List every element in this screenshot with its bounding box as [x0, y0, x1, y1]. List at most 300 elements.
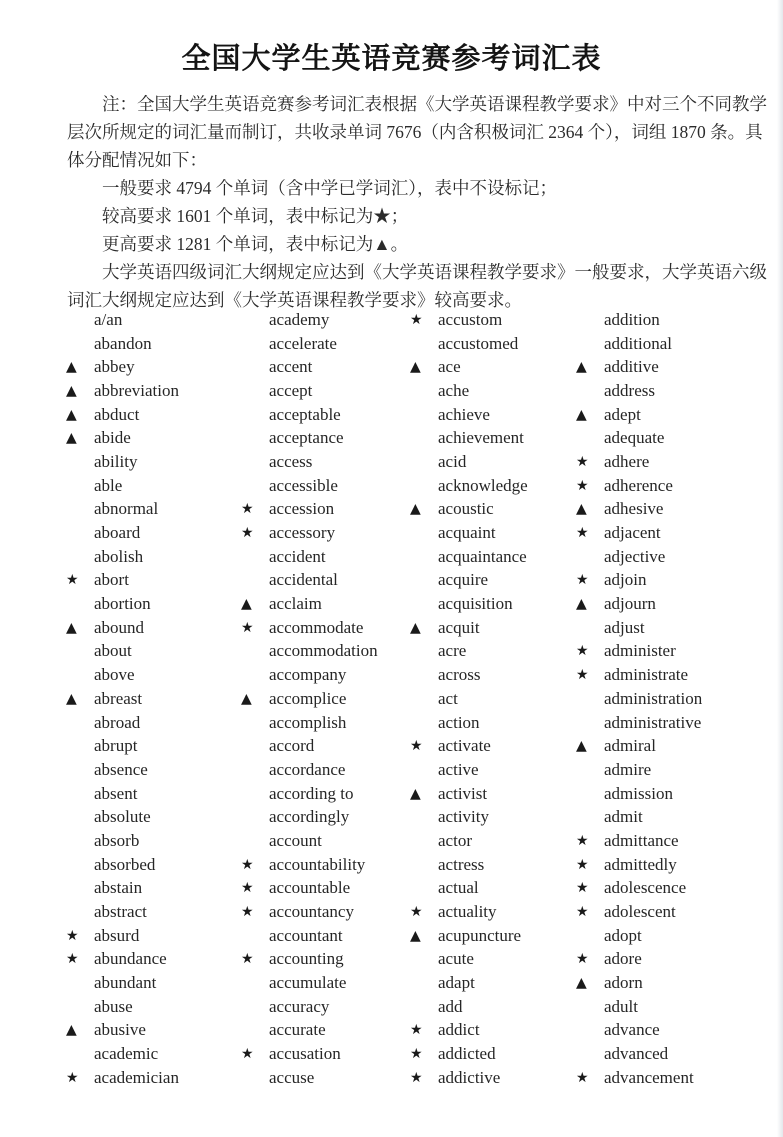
word: admittance	[604, 830, 679, 850]
word-row	[66, 616, 241, 640]
word: actor	[438, 830, 472, 850]
triangle-icon: ▲	[66, 430, 77, 447]
word: accuracy	[269, 996, 330, 1016]
star-icon: ★	[576, 572, 589, 589]
word-row	[241, 450, 410, 474]
word-row	[241, 877, 410, 901]
triangle-icon: ▲	[66, 359, 77, 376]
word: accountant	[269, 925, 343, 945]
star-icon: ★	[241, 880, 254, 897]
word: accommodation	[269, 641, 378, 661]
word: administrate	[604, 665, 689, 685]
word: adept	[604, 404, 641, 424]
word: absorb	[94, 830, 140, 850]
word: acknowledge	[438, 475, 528, 495]
word-row	[576, 924, 776, 948]
word: adopt	[604, 925, 642, 945]
intro-line: 层次所规定的词汇量而制订，共收录单词 7676（内含积极词汇 2364 个），词组 1870 条。具	[67, 122, 763, 142]
star-icon: ★	[576, 904, 589, 921]
word-row	[66, 569, 241, 593]
word-row	[410, 569, 576, 593]
triangle-icon: ▲	[576, 406, 587, 423]
word: admission	[604, 783, 673, 803]
word: a/an	[94, 309, 123, 329]
word-row	[241, 782, 410, 806]
star-icon: ★	[241, 501, 254, 518]
word: academician	[94, 1067, 179, 1087]
triangle-icon: ▲	[66, 1022, 77, 1039]
word-row	[241, 1066, 410, 1090]
intro-notes	[67, 90, 767, 314]
word-row	[410, 640, 576, 664]
word-row	[241, 663, 410, 687]
word: actress	[438, 854, 485, 874]
word-row	[410, 308, 576, 332]
word-row	[241, 569, 410, 593]
word: acoustic	[438, 499, 494, 519]
word-row	[410, 592, 576, 616]
word: adequate	[604, 428, 665, 448]
star-icon: ★	[576, 643, 589, 660]
word: adapt	[438, 973, 475, 993]
word: above	[94, 665, 135, 685]
word-row	[576, 379, 776, 403]
triangle-icon: ▲	[576, 738, 587, 755]
word: administration	[604, 688, 703, 708]
word-row	[241, 687, 410, 711]
triangle-icon: ▲	[410, 927, 421, 944]
triangle-icon: ▲	[410, 501, 421, 518]
word-row	[241, 640, 410, 664]
word-row	[66, 640, 241, 664]
word: acid	[438, 451, 467, 471]
word-row	[576, 521, 776, 545]
word: abduct	[94, 404, 140, 424]
word-row	[576, 663, 776, 687]
word: absent	[94, 783, 138, 803]
word: administrative	[604, 712, 702, 732]
word-row	[241, 995, 410, 1019]
word-row	[66, 1066, 241, 1090]
word-row	[410, 758, 576, 782]
word: activity	[438, 807, 489, 827]
word-row	[66, 592, 241, 616]
triangle-icon: ▲	[410, 359, 421, 376]
word-row	[66, 995, 241, 1019]
word-row	[241, 521, 410, 545]
word-row	[241, 829, 410, 853]
word: aboard	[94, 523, 141, 543]
word-row	[410, 498, 576, 522]
word-row	[241, 474, 410, 498]
word-row	[576, 569, 776, 593]
star-icon: ★	[66, 951, 79, 968]
word-row	[576, 308, 776, 332]
word-row	[66, 663, 241, 687]
triangle-icon: ▲	[410, 785, 421, 802]
word: act	[438, 688, 458, 708]
word-row	[241, 308, 410, 332]
word: advance	[604, 1020, 660, 1040]
word: account	[269, 830, 322, 850]
word: ability	[94, 451, 138, 471]
word-row	[576, 1019, 776, 1043]
word-row	[576, 805, 776, 829]
word: ache	[438, 380, 470, 400]
word-row	[576, 403, 776, 427]
word: admit	[604, 807, 643, 827]
word: accord	[269, 736, 315, 756]
word: adjacent	[604, 523, 661, 543]
triangle-icon: ▲	[576, 501, 587, 518]
word-row	[66, 308, 241, 332]
word: accession	[269, 499, 335, 519]
word: abusive	[94, 1020, 146, 1040]
word-row	[241, 805, 410, 829]
word: abbreviation	[94, 380, 179, 400]
word-row	[576, 734, 776, 758]
word: accordingly	[269, 807, 350, 827]
word: actual	[438, 878, 479, 898]
word: absurd	[94, 925, 140, 945]
word-row	[66, 805, 241, 829]
word-row	[241, 355, 410, 379]
word-row	[241, 924, 410, 948]
word: adolescence	[604, 878, 687, 898]
word: achieve	[438, 404, 490, 424]
word: accurate	[269, 1020, 326, 1040]
document-title: 全国大学生英语竞赛参考词汇表	[181, 41, 602, 75]
word: acquaint	[438, 523, 496, 543]
intro-line: 更高要求 1281 个单词，表中标记为▲。	[102, 234, 409, 254]
word-row	[66, 450, 241, 474]
word-row	[410, 663, 576, 687]
word-row	[576, 355, 776, 379]
word: adhesive	[604, 499, 664, 519]
word: abrupt	[94, 736, 138, 756]
word-row	[410, 995, 576, 1019]
word: acute	[438, 949, 474, 969]
word: accelerate	[269, 333, 337, 353]
word-row	[576, 1066, 776, 1090]
word: abnormal	[94, 499, 159, 519]
star-icon: ★	[576, 856, 589, 873]
word: abortion	[94, 594, 151, 614]
star-icon: ★	[241, 856, 254, 873]
star-icon: ★	[576, 880, 589, 897]
word: able	[94, 475, 123, 495]
word: achievement	[438, 428, 524, 448]
word: according to	[269, 783, 354, 803]
star-icon: ★	[410, 1046, 423, 1063]
word-row	[241, 711, 410, 735]
word: academic	[94, 1044, 159, 1064]
word-row	[241, 426, 410, 450]
word: accumulate	[269, 973, 347, 993]
word: abundance	[94, 949, 167, 969]
triangle-icon: ▲	[576, 359, 587, 376]
star-icon: ★	[410, 311, 423, 328]
word-row	[66, 332, 241, 356]
word-row	[241, 948, 410, 972]
word: accuse	[269, 1067, 315, 1087]
star-icon: ★	[410, 1022, 423, 1039]
word-row	[241, 758, 410, 782]
word: addict	[438, 1020, 480, 1040]
word: addicted	[438, 1044, 496, 1064]
word: abolish	[94, 546, 144, 566]
triangle-icon: ▲	[66, 619, 77, 636]
word: advancement	[604, 1067, 694, 1087]
word: additional	[604, 333, 672, 353]
word-row	[410, 1019, 576, 1043]
word-row	[576, 900, 776, 924]
word: acupuncture	[438, 925, 522, 945]
word: abroad	[94, 712, 141, 732]
word-row	[576, 853, 776, 877]
word-row	[410, 355, 576, 379]
word: accountable	[269, 878, 351, 898]
word-row	[66, 379, 241, 403]
word: accessory	[269, 523, 336, 543]
word-row	[410, 948, 576, 972]
triangle-icon: ▲	[576, 975, 587, 992]
word: accordance	[269, 759, 346, 779]
word-row	[576, 995, 776, 1019]
word-row	[66, 782, 241, 806]
word: addition	[604, 309, 660, 329]
star-icon: ★	[66, 572, 79, 589]
word: adolescent	[604, 902, 676, 922]
star-icon: ★	[410, 904, 423, 921]
word: abbey	[94, 357, 135, 377]
triangle-icon: ▲	[410, 619, 421, 636]
word-row	[576, 450, 776, 474]
word-row	[410, 474, 576, 498]
star-icon: ★	[410, 1069, 423, 1086]
word-row	[241, 1019, 410, 1043]
triangle-icon: ▲	[241, 596, 252, 613]
word-row	[66, 545, 241, 569]
word-row	[576, 332, 776, 356]
word: abundant	[94, 973, 157, 993]
word-row	[410, 829, 576, 853]
word-row	[66, 403, 241, 427]
word-row	[576, 426, 776, 450]
word: abound	[94, 617, 145, 637]
word-row	[410, 426, 576, 450]
word: adjective	[604, 546, 666, 566]
word-row	[410, 1042, 576, 1066]
word: accompany	[269, 665, 347, 685]
word-row	[241, 379, 410, 403]
word-row	[410, 450, 576, 474]
word: acquisition	[438, 594, 513, 614]
word-row	[410, 805, 576, 829]
word-row	[66, 829, 241, 853]
word-list	[66, 308, 783, 1090]
word: acre	[438, 641, 467, 661]
star-icon: ★	[241, 619, 254, 636]
word-row	[410, 877, 576, 901]
word-row	[241, 332, 410, 356]
word: accusation	[269, 1044, 341, 1064]
star-icon: ★	[66, 927, 79, 944]
word-row	[410, 711, 576, 735]
word: accent	[269, 357, 313, 377]
word: academy	[269, 309, 330, 329]
word-row	[576, 474, 776, 498]
word: adjust	[604, 617, 645, 637]
word: adherence	[604, 475, 673, 495]
word: advanced	[604, 1044, 669, 1064]
word: additive	[604, 357, 659, 377]
word: admittedly	[604, 854, 677, 874]
word-row	[66, 877, 241, 901]
triangle-icon: ▲	[66, 690, 77, 707]
word-row	[241, 734, 410, 758]
word-row	[66, 521, 241, 545]
triangle-icon: ▲	[66, 406, 77, 423]
word: admiral	[604, 736, 656, 756]
word: adhere	[604, 451, 650, 471]
star-icon: ★	[576, 951, 589, 968]
star-icon: ★	[241, 951, 254, 968]
word-row	[66, 971, 241, 995]
word: accommodate	[269, 617, 364, 637]
word: acceptable	[269, 404, 341, 424]
word-row	[576, 971, 776, 995]
star-icon: ★	[410, 738, 423, 755]
word-row	[241, 971, 410, 995]
word-row	[66, 900, 241, 924]
word: abandon	[94, 333, 152, 353]
word-row	[66, 355, 241, 379]
word-row	[576, 758, 776, 782]
intro-line: 较高要求 1601 个单词，表中标记为★；	[102, 206, 409, 226]
triangle-icon: ▲	[66, 382, 77, 399]
word-row	[410, 971, 576, 995]
word-row	[241, 545, 410, 569]
word-row	[66, 711, 241, 735]
word-row	[66, 1042, 241, 1066]
star-icon: ★	[241, 525, 254, 542]
star-icon: ★	[66, 1069, 79, 1086]
word-row	[241, 900, 410, 924]
word: accomplice	[269, 688, 347, 708]
word: across	[438, 665, 481, 685]
word: addictive	[438, 1067, 501, 1087]
word: accident	[269, 546, 326, 566]
triangle-icon: ▲	[576, 596, 587, 613]
word-row	[576, 1042, 776, 1066]
word: acquaintance	[438, 546, 527, 566]
word-row	[410, 734, 576, 758]
word: access	[269, 451, 313, 471]
word-row	[66, 948, 241, 972]
word-row	[576, 687, 776, 711]
word: absolute	[94, 807, 151, 827]
word-row	[576, 545, 776, 569]
word: activist	[438, 783, 488, 803]
intro-line: 词汇大纲规定应达到《大学英语课程教学要求》较高要求。	[67, 290, 522, 310]
word: action	[438, 712, 480, 732]
word: address	[604, 380, 655, 400]
word: activate	[438, 736, 491, 756]
word-row	[576, 616, 776, 640]
intro-line: 注：全国大学生英语竞赛参考词汇表根据《大学英语课程教学要求》中对三个不同教学	[102, 94, 767, 114]
intro-line: 大学英语四级词汇大纲规定应达到《大学英语课程教学要求》一般要求，大学英语六级	[102, 262, 767, 282]
star-icon: ★	[241, 904, 254, 921]
word-row	[66, 687, 241, 711]
word: accounting	[269, 949, 344, 969]
word: admire	[604, 759, 652, 779]
word: accept	[269, 380, 313, 400]
word-row	[576, 640, 776, 664]
star-icon: ★	[576, 453, 589, 470]
word-row	[410, 900, 576, 924]
word-row	[576, 592, 776, 616]
word: accustom	[438, 309, 503, 329]
word-row	[241, 616, 410, 640]
word: abstract	[94, 902, 147, 922]
word-row	[410, 332, 576, 356]
word-row	[410, 545, 576, 569]
word: adorn	[604, 973, 643, 993]
word: actuality	[438, 902, 497, 922]
word-column-4	[576, 308, 776, 1090]
word: accessible	[269, 475, 338, 495]
word-row	[66, 498, 241, 522]
word-row	[410, 521, 576, 545]
word-row	[410, 924, 576, 948]
word-row	[576, 829, 776, 853]
word-row	[410, 1066, 576, 1090]
word: active	[438, 759, 479, 779]
word-row	[241, 592, 410, 616]
word: accustomed	[438, 333, 519, 353]
word-column-3	[410, 308, 576, 1090]
word: adore	[604, 949, 642, 969]
word-row	[241, 498, 410, 522]
word: administer	[604, 641, 676, 661]
word-row	[410, 616, 576, 640]
word: abide	[94, 428, 131, 448]
star-icon: ★	[241, 1046, 254, 1063]
word: adjoin	[604, 570, 647, 590]
word: accountancy	[269, 902, 354, 922]
word-column-1	[66, 308, 241, 1090]
word-row	[241, 853, 410, 877]
word: acquit	[438, 617, 480, 637]
word-row	[66, 853, 241, 877]
word: abort	[94, 570, 129, 590]
word-row	[576, 782, 776, 806]
word-row	[410, 687, 576, 711]
word: adjourn	[604, 594, 656, 614]
page-edge-shadow	[777, 0, 783, 1137]
word: accidental	[269, 570, 338, 590]
triangle-icon: ▲	[241, 690, 252, 707]
word-row	[410, 403, 576, 427]
word-row	[241, 1042, 410, 1066]
word-row	[66, 924, 241, 948]
word: ace	[438, 357, 461, 377]
word: add	[438, 996, 463, 1016]
word-row	[576, 877, 776, 901]
word-row	[410, 379, 576, 403]
word: acclaim	[269, 594, 322, 614]
